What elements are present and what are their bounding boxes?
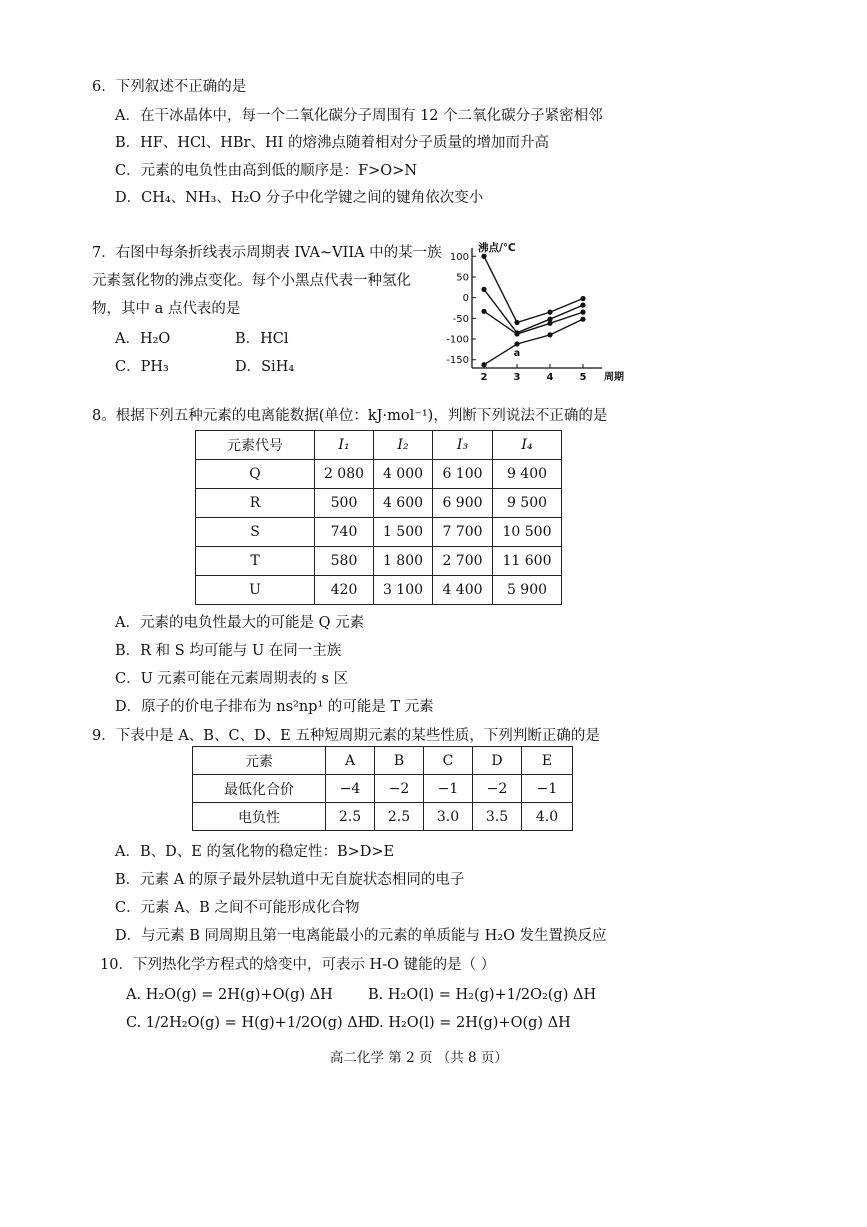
q10-option-b: B. H₂O(l) = H₂(g)+1/2O₂(g) ΔH	[368, 987, 597, 1003]
table-cell: U	[196, 576, 315, 605]
q6-option-b: B．HF、HCl、HBr、HI 的熔沸点随着相对分子质量的增加而升高	[115, 135, 549, 151]
data-point	[580, 317, 585, 322]
table-row	[196, 489, 562, 518]
table-cell: 电负性	[193, 803, 326, 831]
data-point	[514, 331, 519, 336]
data-point	[580, 296, 585, 301]
q10-option-c: C. 1/2H₂O(g) = H(g)+1/2O(g) ΔH	[126, 1015, 371, 1031]
table-header: I₃	[433, 431, 493, 460]
y-tick-label: 50	[456, 272, 469, 284]
table-cell: 4.0	[522, 803, 573, 831]
table-cell: 3.0	[424, 803, 473, 831]
table-cell: −2	[375, 775, 424, 803]
table-cell: R	[196, 489, 315, 518]
q10-option-a: A. H₂O(g) = 2H(g)+O(g) ΔH	[126, 987, 333, 1003]
x-axis-label: 周期	[604, 372, 624, 383]
table-cell: 9 400	[493, 460, 562, 489]
q9-stem: 9．下表中是 A、B、C、D、E 五种短周期元素的某些性质，下列判断正确的是	[92, 728, 600, 744]
q10-stem: 10．下列热化学方程式的焓变中，可表示 H-O 键能的是（ ）	[100, 957, 496, 973]
table-row	[196, 460, 562, 489]
table-header: 元素	[193, 747, 326, 775]
table-cell: 2.5	[326, 803, 375, 831]
data-point	[580, 303, 585, 308]
table-cell: 6 900	[433, 489, 493, 518]
q7-option-b: B．HCl	[235, 331, 289, 347]
q8-option-a: A．元素的电负性最大的可能是 Q 元素	[115, 615, 365, 631]
table-cell: 3.5	[473, 803, 522, 831]
q7-stem-line-2: 元素氢化物的沸点变化。每个小黑点代表一种氢化	[92, 273, 411, 289]
ionization-energy-table	[195, 430, 562, 605]
data-point	[547, 332, 552, 337]
table-cell: 5 900	[493, 576, 562, 605]
table-cell: 2 700	[433, 547, 493, 576]
table-cell: 11 600	[493, 547, 562, 576]
table-header: I₂	[374, 431, 433, 460]
data-point	[481, 362, 486, 367]
table-cell: 2.5	[375, 803, 424, 831]
table-row	[193, 775, 573, 803]
y-axis-label: 沸点/℃	[478, 242, 516, 254]
table-cell: 最低化合价	[193, 775, 326, 803]
table-cell: 580	[315, 547, 374, 576]
table-header: I₄	[493, 431, 562, 460]
x-tick-label: 3	[513, 372, 521, 383]
table-cell: −2	[473, 775, 522, 803]
table-cell: 4 000	[374, 460, 433, 489]
table-cell: 10 500	[493, 518, 562, 547]
q9-option-b: B．元素 A 的原子最外层轨道中无自旋状态相同的电子	[115, 872, 465, 888]
q6-option-d: D．CH₄、NH₃、H₂O 分子中化学键之间的键角依次变小	[115, 190, 484, 206]
q7-stem-line-1: 7．右图中每条折线表示周期表 IVA~VIIA 中的某一族	[92, 245, 442, 261]
point-a-label: a	[513, 348, 521, 359]
q8-option-d: D．原子的价电子排布为 ns²np¹ 的可能是 T 元素	[115, 699, 434, 715]
q10-option-d: D. H₂O(l) = 2H(g)+O(g) ΔH	[368, 1015, 571, 1031]
series-line-1	[484, 256, 583, 322]
table-cell: −4	[326, 775, 375, 803]
q6-stem: 6．下列叙述不正确的是	[92, 79, 247, 95]
x-tick-label: 4	[546, 372, 554, 383]
q8-stem: 8。根据下列五种元素的电离能数据(单位：kJ·mol⁻¹)，判断下列说法不正确的是	[92, 408, 608, 424]
table-cell: 420	[315, 576, 374, 605]
x-tick-label: 5	[579, 372, 587, 383]
table-header: E	[522, 747, 573, 775]
element-properties-table	[192, 746, 573, 831]
table-header: C	[424, 747, 473, 775]
table-cell: 7 700	[433, 518, 493, 547]
q9-option-d: D．与元素 B 同周期且第一电离能最小的元素的单质能与 H₂O 发生置换反应	[115, 928, 607, 944]
table-cell: 1 800	[374, 547, 433, 576]
y-tick-label: -50	[452, 313, 469, 325]
table-header: 元素代号	[196, 431, 315, 460]
table-cell: −1	[522, 775, 573, 803]
table-cell: 6 100	[433, 460, 493, 489]
table-header: A	[326, 747, 375, 775]
q7-option-d: D．SiH₄	[235, 359, 295, 375]
table-cell: T	[196, 547, 315, 576]
q7-option-c: C．PH₃	[115, 359, 169, 375]
table-cell: 4 400	[433, 576, 493, 605]
q7-stem-line-3: 物，其中 a 点代表的是	[92, 301, 241, 317]
data-point	[481, 287, 486, 292]
data-point	[547, 321, 552, 326]
data-point	[481, 254, 486, 259]
table-row	[196, 518, 562, 547]
table-cell: 500	[315, 489, 374, 518]
data-point	[547, 310, 552, 315]
q7-option-a: A．H₂O	[115, 331, 171, 347]
table-header: B	[375, 747, 424, 775]
y-tick-label: 0	[462, 293, 469, 305]
table-header: D	[473, 747, 522, 775]
q9-option-a: A．B、D、E 的氢化物的稳定性：B>D>E	[115, 844, 395, 860]
table-row	[196, 547, 562, 576]
table-cell: 3 100	[374, 576, 433, 605]
data-point	[514, 341, 519, 346]
data-point	[514, 320, 519, 325]
q8-option-b: B．R 和 S 均可能与 U 在同一主族	[115, 643, 342, 659]
table-cell: −1	[424, 775, 473, 803]
table-header: I₁	[315, 431, 374, 460]
q8-option-c: C．U 元素可能在元素周期表的 s 区	[115, 671, 349, 687]
y-tick-label: -100	[446, 334, 469, 346]
table-cell: 2 080	[315, 460, 374, 489]
boiling-point-chart	[440, 238, 640, 386]
table-cell: 4 600	[374, 489, 433, 518]
series-line-3	[484, 311, 583, 334]
table-cell: S	[196, 518, 315, 547]
page-footer: 高二化学 第 2 页 （共 8 页）	[330, 1050, 508, 1066]
data-point	[580, 310, 585, 315]
q6-option-a: A．在干冰晶体中，每一个二氧化碳分子周围有 12 个二氧化碳分子紧密相邻	[115, 108, 603, 124]
q9-option-c: C．元素 A、B 之间不可能形成化合物	[115, 900, 360, 916]
q6-option-c: C．元素的电负性由高到低的顺序是：F>O>N	[115, 163, 418, 179]
data-point	[481, 309, 486, 314]
table-row	[196, 576, 562, 605]
table-row	[193, 803, 573, 831]
table-cell: 740	[315, 518, 374, 547]
table-cell: 9 500	[493, 489, 562, 518]
y-tick-label: 100	[449, 251, 469, 263]
table-cell: 1 500	[374, 518, 433, 547]
y-tick-label: -150	[446, 355, 469, 367]
x-tick-label: 2	[480, 372, 488, 383]
table-cell: Q	[196, 460, 315, 489]
